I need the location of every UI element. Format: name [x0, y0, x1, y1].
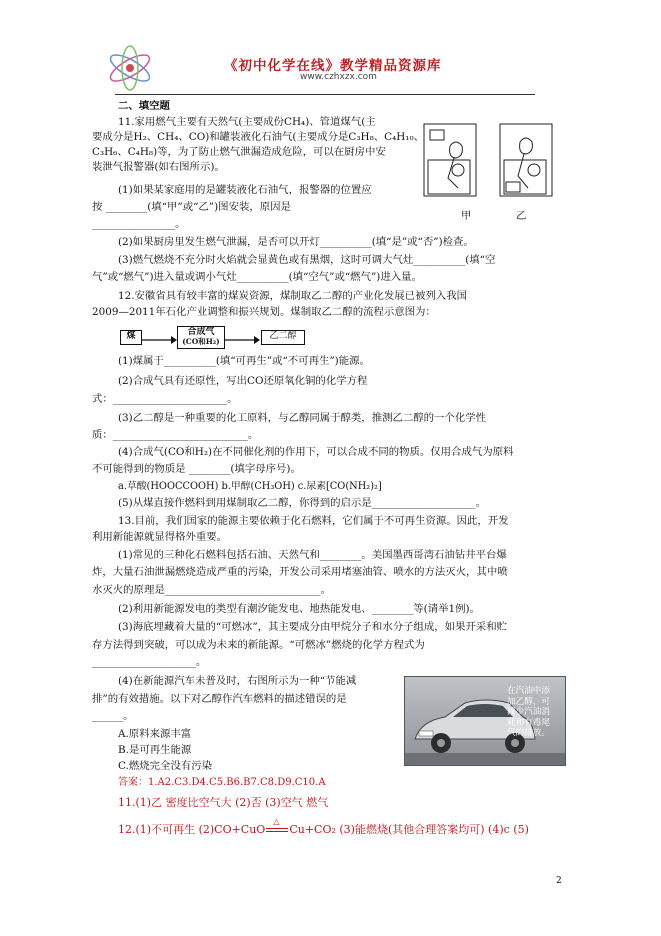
text-line: (2)合成气具有还原性，写出CO还原氧化铜的化学方程	[118, 375, 368, 387]
answer-part: 12.(1)不可再生 (2)CO+CuO	[118, 823, 266, 836]
header-title: 《初中化学在线》教学精品资源库	[224, 58, 442, 74]
heat-symbol: △	[273, 817, 280, 826]
text-line: (5)从煤直接作燃料到用煤制取乙二醇，你得到的启示是____________________。	[118, 497, 486, 509]
option-line: a.草酸(HOOCCOOH) b.甲醇(CH₃OH) c.尿素[CO(NH₂)₂]	[118, 481, 382, 492]
text-line: 利用新能源就显得格外重要。	[92, 531, 228, 543]
text-line: 要成分是H₂、CH₄、CO)和罐装液化石油气(主要成分是C₃H₈、C₄H₁₀、	[92, 131, 425, 143]
text-line: (2)利用新能源发电的类型有潮汐能发电、地热能发电、________等(请举1例)。	[118, 603, 480, 615]
text-line: 气”或“燃气”)进入量或调小气灶__________(填“空气”或“燃气”)进入量。	[92, 271, 422, 283]
text-line: ______。	[92, 710, 134, 722]
text-line: (4)在新能源汽车未普及时，右图所示为一种“节能减	[118, 675, 357, 687]
car-caption	[507, 686, 565, 739]
text-line: 按 ________(填“甲”或“乙”)图安装，原因是	[92, 201, 291, 213]
figure-label-right: 乙	[516, 210, 527, 222]
text-line: (1)煤属于__________(填“可再生”或“不可再生”)能源。	[118, 355, 370, 367]
flow-box-coal: 煤	[120, 330, 142, 345]
text-line: 式：______________________。	[92, 393, 238, 405]
text-line: 装泄气报警器(如右图所示)。	[92, 161, 225, 173]
header-rule	[115, 94, 535, 95]
text-line: (2)如果厨房里发生燃气泄漏，是否可以开灯__________(填“是”或“否”)检查。	[118, 236, 474, 248]
kitchen-figure	[420, 120, 568, 210]
page-number: 2	[556, 876, 562, 886]
text-line: 2009—2011年石化产业调整和振兴规划。煤制取乙二醇的流程示意图为：	[92, 306, 436, 318]
text-line: (1)常见的三种化石燃料包括石油、天然气和________。美国墨西哥湾石油钻井平台爆	[118, 549, 507, 561]
text-line: 12.安徽省具有较丰富的煤炭资源，煤制取乙二醇的产业化发展已被列入我国	[118, 290, 468, 302]
caption-line: 减少汽油消	[507, 707, 550, 717]
text-line: 11.家用燃气主要有天然气(主要成份CH₄)、管道煤气(主	[118, 116, 376, 128]
logo-icon	[104, 44, 156, 92]
text-line: (3)燃气燃烧不充分时火焰就会显黄色或有黑烟，这时可调大气灶__________(填“空	[118, 254, 496, 266]
arrow-line-bottom	[266, 831, 288, 832]
text-line: 13.目前，我们国家的能源主要依赖于化石燃料，它们属于不可再生资源。因此，开发	[118, 515, 509, 527]
text-line: 排”的有效措施。以下对乙醇作汽车燃料的描述错误的是	[92, 693, 347, 705]
option-line: B.是可再生能源	[118, 744, 192, 756]
answer-line: 11.(1)乙 密度比空气大 (2)否 (3)空气 燃气	[118, 796, 329, 809]
flow-box-product: 乙二醇	[261, 330, 305, 345]
arrow-icon	[141, 331, 177, 350]
text-line: (4)合成气(CO和H₂)在不同催化剂的作用下，可以合成不同的物质。仅用合成气为原料	[118, 446, 514, 458]
text-line: (1)如果某家庭用的是罐装液化石油气，报警器的位置应	[118, 184, 372, 196]
flow-box-syngas	[177, 326, 225, 349]
arrow-line-top	[266, 828, 288, 829]
caption-line: 在汽油中添	[507, 686, 550, 696]
section-heading: 二、填空题	[118, 100, 170, 112]
caption-line: 气的排放。	[507, 728, 550, 738]
text-line: 不可能得到的物质是 ________(填字母序号)。	[92, 463, 301, 475]
figure-label-left: 甲	[461, 210, 472, 222]
caption-line: 加乙醇，可	[507, 696, 550, 707]
caption-line: 耗和有毒尾	[507, 717, 550, 728]
text-line: C₃H₆、C₄H₈)等，为了防止燃气泄漏造成危险，可以在厨房中安	[92, 146, 386, 158]
answer-part: Cu+CO₂ (3)能燃烧(其他合理答案均可) (4)c (5)	[289, 823, 529, 836]
answer-line-12	[118, 817, 529, 836]
text-line: 质：__________________________。	[92, 429, 259, 441]
answer-line: 答案：1.A2.C3.D4.C5.B6.B7.C8.D9.C10.A	[118, 777, 326, 788]
arrow-icon	[224, 331, 260, 350]
text-line: 炸，大量石油泄漏燃烧造成严重的污染，开发公司采用堵塞油管、喷水的方法灭火，其中喷	[92, 566, 508, 578]
option-line: A.原料来源丰富	[118, 728, 192, 740]
flow-syngas-formula: (CO和H₂)	[182, 337, 220, 346]
text-line: ________________。	[92, 218, 186, 230]
header-url: www.czhxzx.com	[300, 72, 377, 82]
reaction-arrow	[265, 817, 289, 833]
flow-syngas-name: 合成气	[187, 327, 215, 337]
text-line: (3)乙二醇是一种重要的化工原料，与乙醇同属于醇类，推测乙二醇的一个化学性	[118, 412, 486, 424]
text-line: (3)海底埋藏着大量的“可燃冰”，其主要成分由甲烷分子和水分子组成，如果开采和贮	[118, 621, 508, 633]
text-line: ____________________。	[92, 656, 207, 668]
text-line: 水灭火的原理是______________________________。	[92, 584, 331, 596]
option-line: C.燃烧完全没有污染	[118, 760, 213, 772]
text-line: 存方法得到突破，可以成为未来的新能源。“可燃冰”燃烧的化学方程式为	[92, 639, 425, 651]
